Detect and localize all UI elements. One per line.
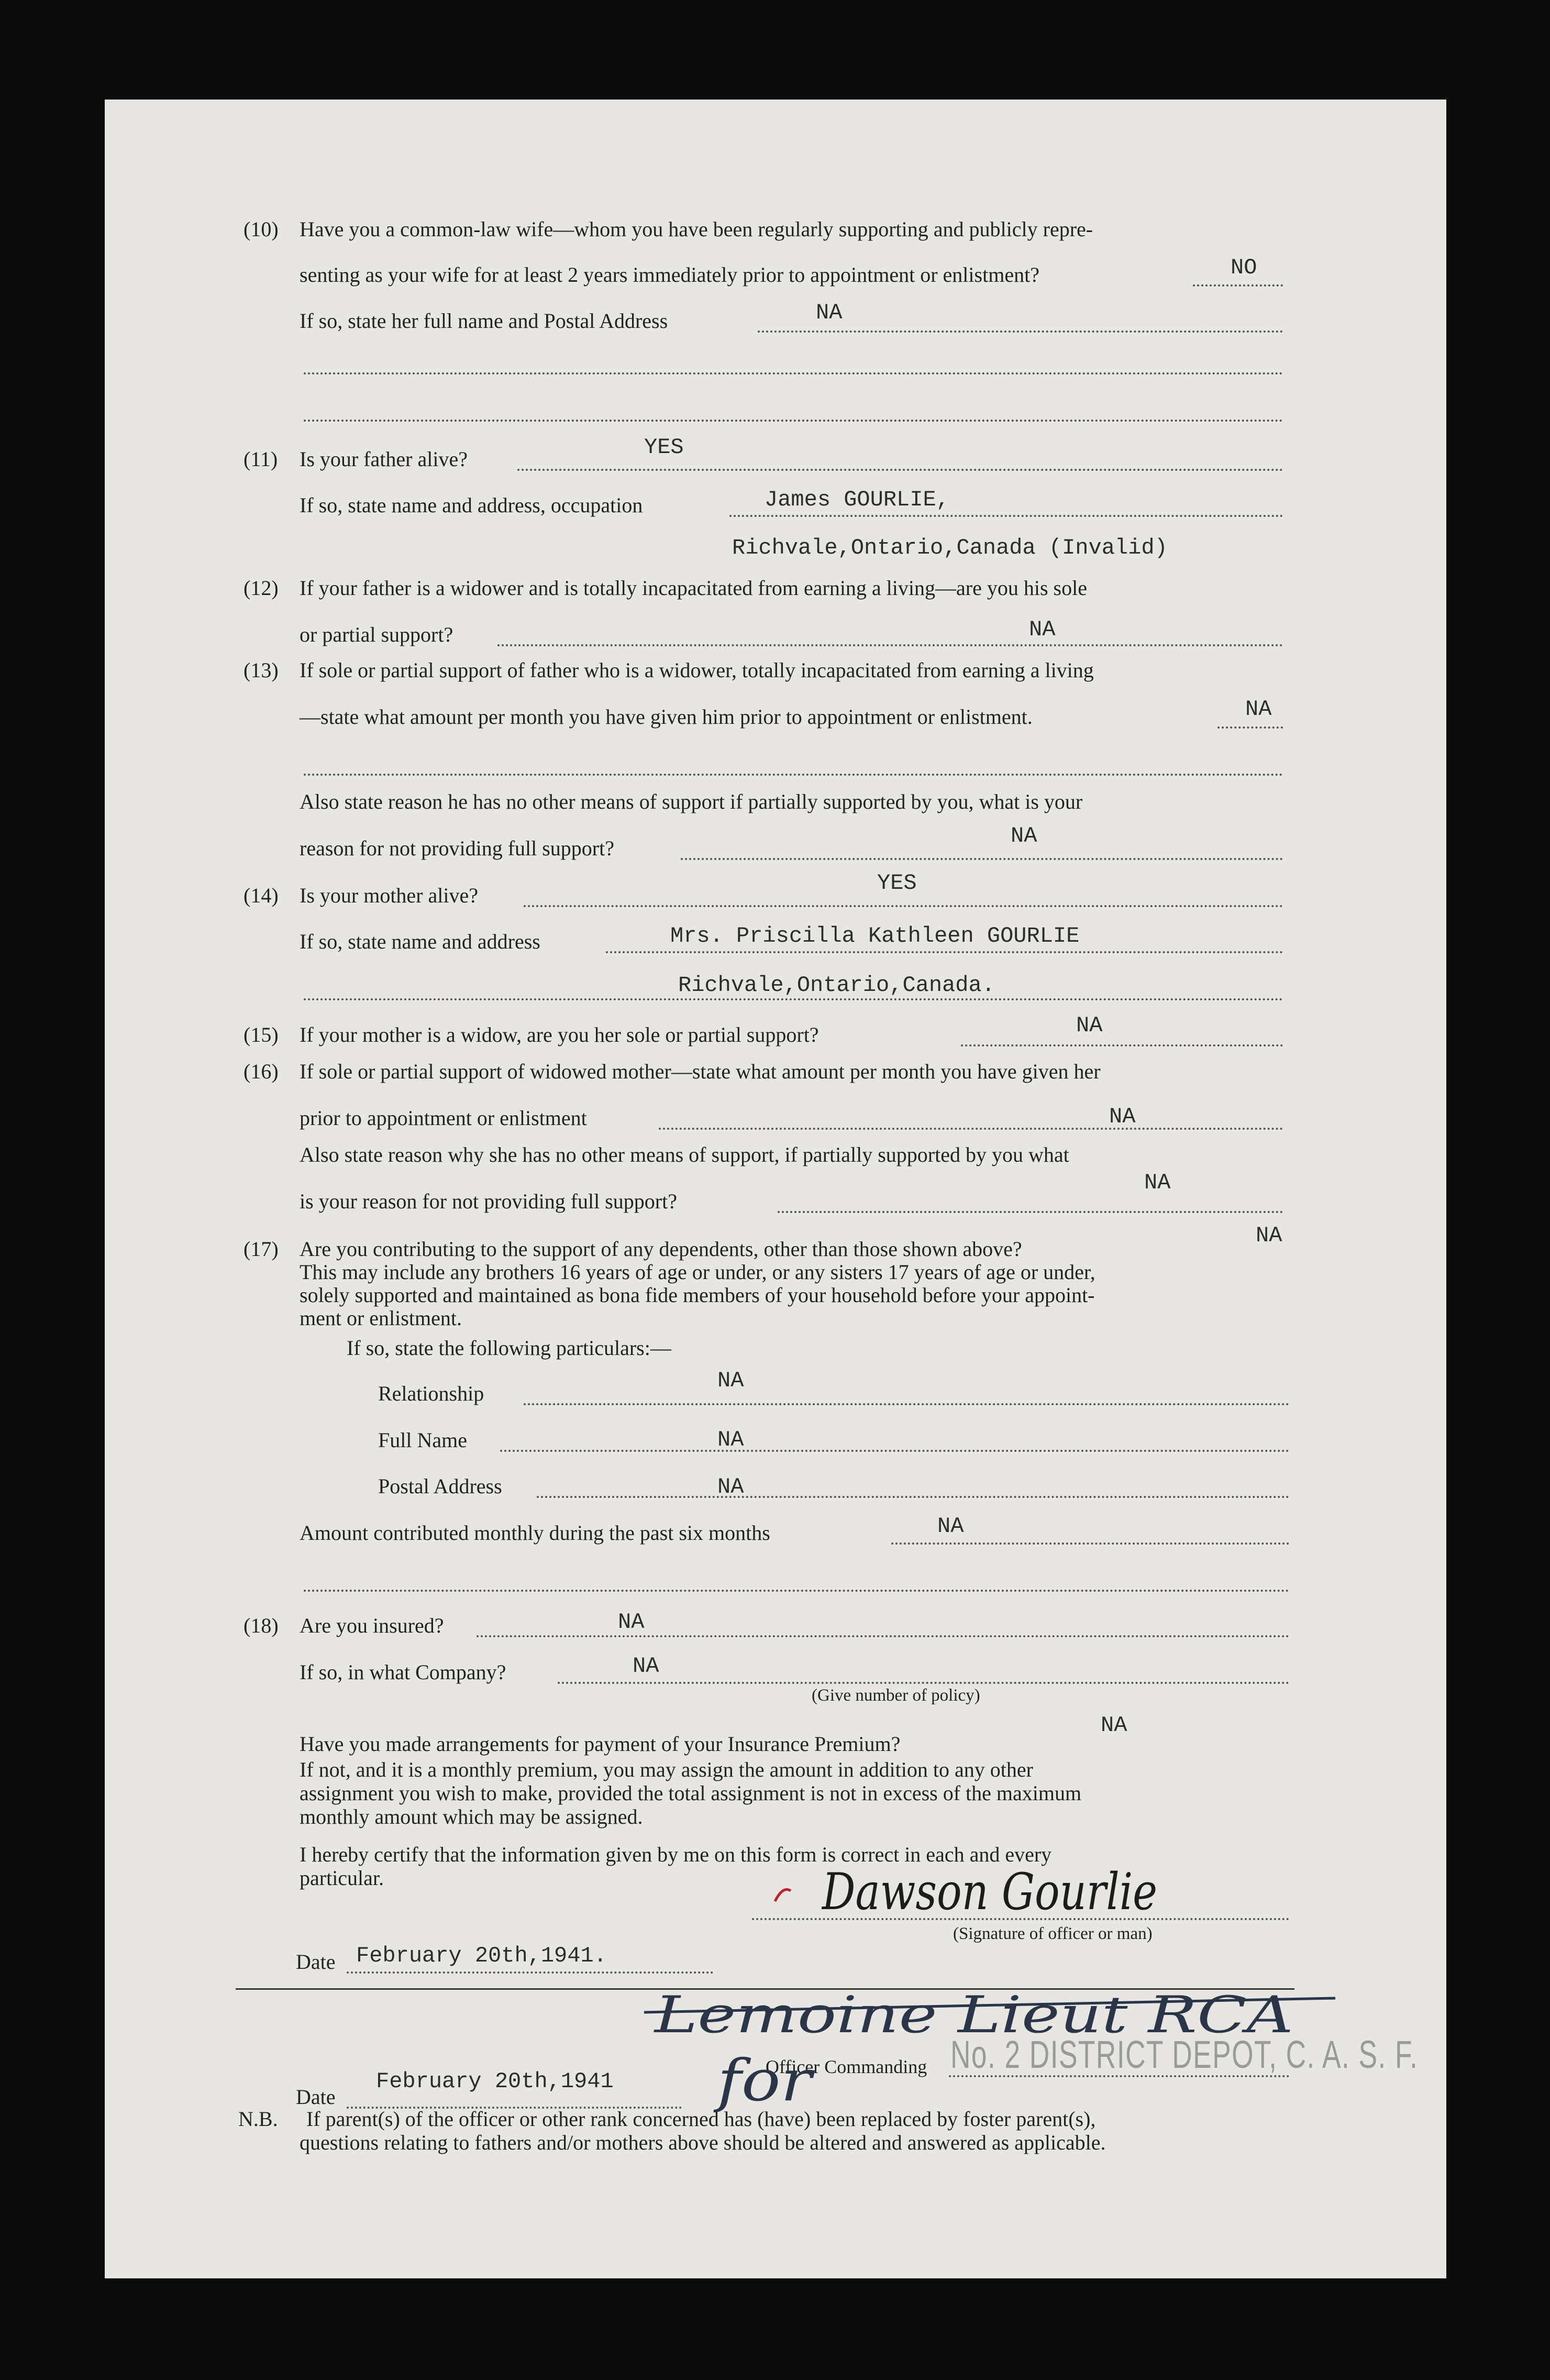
q10-line2: senting as your wife for at least 2 years immediately prior to appointment or enlistment? — [300, 263, 1039, 287]
note-label: N.B. — [238, 2107, 278, 2131]
officer-signature-text: Lemoine Lieut RCA — [653, 1986, 1293, 2044]
q10-answer[interactable]: NO — [1231, 255, 1257, 280]
man-date-label: Date — [296, 1950, 336, 1974]
q13-answer-line — [1217, 726, 1283, 729]
q15-answer[interactable]: NA — [1076, 1013, 1103, 1038]
q17-line4: ment or enlistment. — [300, 1306, 462, 1330]
q18-company-answer[interactable]: NA — [633, 1654, 659, 1679]
man-date-value[interactable]: February 20th,1941. — [356, 1943, 607, 1968]
q13-line2: —state what amount per month you have given him prior to appointment or enlistment. — [300, 705, 1033, 729]
q10-line1: Have you a common-law wife—whom you have been regularly supporting and publicly repre- — [300, 217, 1093, 241]
q15-number: (15) — [243, 1023, 279, 1046]
q13-number: (13) — [243, 658, 279, 682]
q17-line3: solely supported and maintained as bona fide members of your household before your appoint- — [300, 1283, 1095, 1307]
q11-answer[interactable]: YES — [644, 435, 684, 460]
officer-date-label: Date — [296, 2085, 336, 2109]
q18-premium-line3: assignment you wish to make, provided the total assignment is not in excess of the maximum — [300, 1781, 1082, 1805]
q13-line4: reason for not providing full support? — [300, 836, 614, 860]
q16-answer[interactable]: NA — [1109, 1104, 1136, 1129]
q17-particulars: If so, state the following particulars:— — [347, 1336, 671, 1360]
q10-extra-line-1 — [304, 372, 1283, 374]
officer-date-value[interactable]: February 20th,1941 — [376, 2069, 614, 2094]
q11-name-answer[interactable]: James GOURLIE, — [765, 487, 949, 512]
q18-answer-line — [477, 1635, 1289, 1637]
q18-policy-note: (Give number of policy) — [812, 1686, 980, 1705]
q11-label: Is your father alive? — [300, 447, 468, 471]
q12-answer[interactable]: NA — [1029, 617, 1056, 642]
note-line2: questions relating to fathers and/or mothers above should be altered and answered as applicable. — [300, 2131, 1106, 2154]
q14-answer-line — [524, 905, 1283, 907]
officer-line — [949, 2075, 1289, 2077]
q17-postal-label: Postal Address — [378, 1474, 502, 1498]
officer-label: Officer Commanding — [766, 2056, 927, 2077]
q17-amount-answer[interactable]: NA — [937, 1514, 964, 1539]
q12-line2: or partial support? — [300, 623, 453, 646]
q18-number: (18) — [243, 1614, 279, 1637]
q14-address-answer[interactable]: Richvale,Ontario,Canada. — [678, 973, 995, 998]
q14-address-line — [304, 998, 1283, 1000]
q18-premium-answer[interactable]: NA — [1101, 1713, 1127, 1738]
q18-answer[interactable]: NA — [618, 1610, 645, 1635]
q16-number: (16) — [243, 1060, 279, 1083]
q10-number: (10) — [243, 217, 279, 241]
q10-name-answer[interactable]: NA — [816, 300, 843, 325]
q17-line1: Are you contributing to the support of any dependents, other than those shown above? — [300, 1237, 1022, 1261]
q17-amount-line — [891, 1542, 1289, 1545]
q17-relationship-line — [524, 1403, 1289, 1405]
q11-name-label: If so, state name and address, occupation — [300, 493, 643, 517]
q17-postal-answer[interactable]: NA — [717, 1474, 744, 1500]
q18-premium-line2: If not, and it is a monthly premium, you may assign the amount in addition to any other — [300, 1758, 1033, 1781]
q10-name-label: If so, state her full name and Postal Address — [300, 309, 668, 333]
q18-premium-line4: monthly amount which may be assigned. — [300, 1805, 643, 1828]
q17-fullname-label: Full Name — [378, 1428, 467, 1452]
q16-line2: prior to appointment or enlistment — [300, 1106, 587, 1130]
q11-name-line — [729, 515, 1283, 517]
q14-name-label: If so, state name and address — [300, 930, 540, 953]
man-signature-line — [752, 1918, 1289, 1920]
man-signature-note: (Signature of officer or man) — [953, 1924, 1153, 1943]
q13-line3: Also state reason he has no other means of support if partially supported by you, what is your — [300, 790, 1083, 813]
q14-number: (14) — [243, 884, 279, 907]
q13-line1: If sole or partial support of father who is a widower, totally incapacitated from earning a living — [300, 658, 1094, 682]
q17-line2: This may include any brothers 16 years of age or under, or any sisters 17 years of age or under, — [300, 1260, 1095, 1284]
q13-extra-line — [304, 774, 1283, 776]
q14-label: Is your mother alive? — [300, 884, 478, 907]
q12-line1: If your father is a widower and is totally incapacitated from earning a living—are you his sole — [300, 576, 1087, 600]
q10-answer-line — [1193, 284, 1283, 287]
q11-number: (11) — [243, 447, 278, 471]
q18-company-label: If so, in what Company? — [300, 1660, 506, 1684]
q12-number: (12) — [243, 576, 279, 600]
q17-extra-line — [304, 1590, 1289, 1592]
q17-relationship-answer[interactable]: NA — [717, 1368, 744, 1393]
q11-answer-line — [517, 469, 1283, 471]
q16-answer-line — [659, 1128, 1283, 1130]
note-line1: If parent(s) of the officer or other rank concerned has (have) been replaced by foster parent(s), — [306, 2107, 1096, 2131]
man-signature-text: Dawson Gourlie — [821, 1863, 1157, 1921]
q16-line3: Also state reason why she has no other means of support, if partially supported by you what — [300, 1143, 1069, 1166]
q16-answer2[interactable]: NA — [1144, 1170, 1171, 1195]
q17-answer[interactable]: NA — [1256, 1223, 1282, 1248]
q14-answer[interactable]: YES — [877, 871, 917, 896]
q17-fullname-answer[interactable]: NA — [717, 1427, 744, 1452]
q17-relationship-label: Relationship — [378, 1382, 484, 1405]
q17-fullname-line — [500, 1450, 1289, 1452]
q16-answer2-line — [778, 1211, 1283, 1213]
q16-line1: If sole or partial support of widowed mother—state what amount per month you have given her — [300, 1060, 1101, 1083]
certify-line2: particular. — [300, 1866, 384, 1890]
q18-label: Are you insured? — [300, 1614, 444, 1637]
q17-postal-line — [537, 1496, 1289, 1498]
q14-name-answer[interactable]: Mrs. Priscilla Kathleen GOURLIE — [670, 923, 1080, 949]
q18-premium-line1: Have you made arrangements for payment of your Insurance Premium? — [300, 1732, 901, 1756]
q13-answer2[interactable]: NA — [1011, 823, 1037, 849]
q14-name-line — [606, 951, 1283, 953]
certify-line1: I hereby certify that the information given by me on this form is correct in each and every — [300, 1843, 1052, 1866]
q13-answer2-line — [681, 858, 1283, 860]
q15-answer-line — [961, 1044, 1283, 1046]
district-depot-stamp: No. 2 DISTRICT DEPOT, C. A. S. F. — [950, 2033, 1419, 2076]
q16-line4: is your reason for not providing full support? — [300, 1189, 677, 1213]
q15-label: If your mother is a widow, are you her sole or partial support? — [300, 1023, 819, 1046]
q13-answer[interactable]: NA — [1245, 697, 1272, 722]
q17-amount-label: Amount contributed monthly during the past six months — [300, 1521, 770, 1545]
q12-answer-line — [497, 644, 1283, 646]
for-mark-text: for — [713, 2047, 816, 2114]
q10-name-line — [758, 330, 1283, 333]
q11-address-answer[interactable]: Richvale,Ontario,Canada (Invalid) — [732, 535, 1168, 560]
q10-extra-line-2 — [304, 420, 1283, 422]
q17-number: (17) — [243, 1237, 279, 1261]
